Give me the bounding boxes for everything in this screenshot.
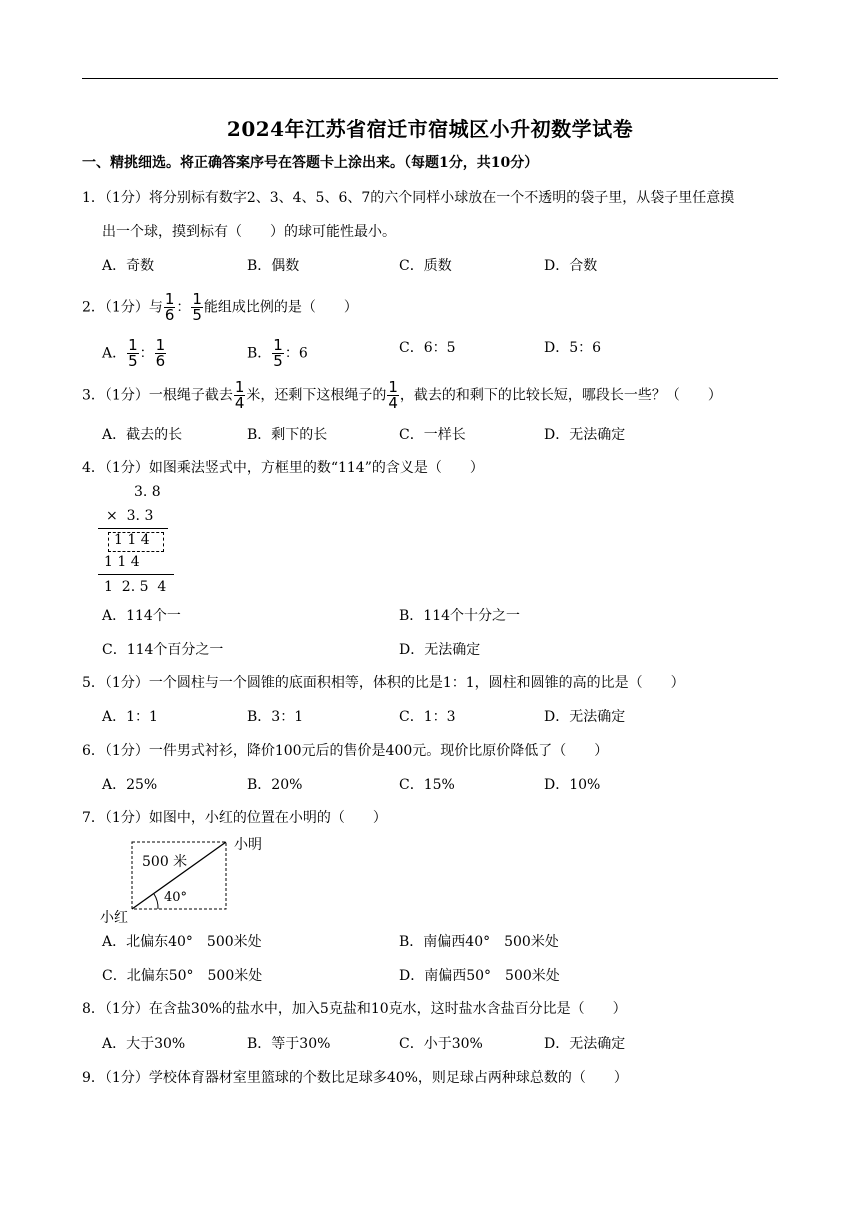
q2-suffix: 能组成比例的是（ ） xyxy=(203,299,358,316)
q1-option-b[interactable]: B．偶数 xyxy=(247,258,300,274)
calc-product: 1 2. 5 4 xyxy=(104,579,167,595)
q6-option-b[interactable]: B．20% xyxy=(247,777,303,793)
q2-fraction-2: $\frac{1}{5}$ xyxy=(192,290,202,324)
page-title: 2024年江苏省宿迁市宿城区小升初数学试卷 xyxy=(226,117,634,141)
q2-option-d[interactable]: D．5：6 xyxy=(544,340,602,356)
q4-option-b[interactable]: B．114个十分之一 xyxy=(399,608,521,624)
q6-option-d[interactable]: D．10% xyxy=(544,777,601,793)
angle-arc xyxy=(154,894,158,909)
q1-text-line1: 1．（1分）将分别标有数字2、3、4、5、6、7的六个同样小球放在一个不透明的袋子里，从袋子里任意摸 xyxy=(82,190,735,206)
calc-partial-2: 1 1 4 xyxy=(104,554,140,570)
q2-option-a-fraction-2: $\frac{1}{6}$ xyxy=(155,336,166,370)
q3-option-b[interactable]: B．剩下的长 xyxy=(247,427,328,443)
q1-option-a[interactable]: A．奇数 xyxy=(102,258,155,274)
q5-option-a[interactable]: A．1：1 xyxy=(102,709,158,725)
q2-text xyxy=(82,292,358,323)
section-heading: 一、精挑细选。将正确答案序号在答题卡上涂出来。（每题1分，共10分） xyxy=(82,155,539,171)
q4-option-a[interactable]: A．114个一 xyxy=(102,608,181,624)
q6-option-c[interactable]: C．15% xyxy=(399,777,455,793)
q2-option-a[interactable]: A． $\frac{1}{5}$ ： $\frac{1}{6}$ xyxy=(102,336,166,370)
calc-multiplicand: 3. 8 xyxy=(134,484,161,500)
calc-multiplier: × 3. 3 xyxy=(106,508,154,524)
q3-fraction-1: $\frac{1}{4}$ xyxy=(234,378,245,412)
calc-partial-1: 1 1 4 xyxy=(114,532,150,548)
q6-text: 6．（1分）一件男式衬衫，降价100元后的售价是400元。现价比原价降低了（ ） xyxy=(82,743,609,759)
xiaoming-label: 小明 xyxy=(234,837,262,853)
q1-option-c[interactable]: C．质数 xyxy=(399,258,452,274)
q8-option-a[interactable]: A．大于30% xyxy=(102,1036,186,1052)
q5-option-b[interactable]: B．3：1 xyxy=(247,709,304,725)
angle-label: 40° xyxy=(164,890,188,905)
q8-option-c[interactable]: C．小于30% xyxy=(399,1036,483,1052)
q7-option-a[interactable]: A．北偏东40° 500米处 xyxy=(102,934,262,950)
multiplication-figure xyxy=(98,482,178,600)
q4-option-c[interactable]: C．114个百分之一 xyxy=(102,642,224,658)
distance-label: 500 米 xyxy=(142,854,188,870)
q7-option-b[interactable]: B．南偏西40° 500米处 xyxy=(399,934,559,950)
q2-option-c[interactable]: C．6：5 xyxy=(399,340,456,356)
q3-option-c[interactable]: C．一样长 xyxy=(399,427,466,443)
q3-text: 3．（1分）一根绳子截去 $\frac{1}{4}$ 米，还剩下这根绳子的 $\frac{1}{4}$ ，截去的和剩下的比较长短，哪段长一些？（ ） xyxy=(82,378,722,412)
q4-option-d[interactable]: D．无法确定 xyxy=(399,642,481,658)
xiaohong-label: 小红 xyxy=(100,910,128,926)
q5-option-c[interactable]: C．1：3 xyxy=(399,709,456,725)
calc-rule-1 xyxy=(98,528,168,529)
q1-text-line2: 出一个球，摸到标有（ ）的球可能性最小。 xyxy=(102,224,396,240)
q8-text: 8．（1分）在含盐30%的盐水中，加入5克盐和10克水，这时盐水含盐百分比是（ ） xyxy=(82,1001,627,1017)
q7-option-c[interactable]: C．北偏东50° 500米处 xyxy=(102,968,263,984)
q6-option-a[interactable]: A．25% xyxy=(102,777,158,793)
q2-option-b-fraction: $\frac{1}{5}$ xyxy=(273,336,283,370)
q5-option-d[interactable]: D．无法确定 xyxy=(544,709,626,725)
header-rule xyxy=(82,78,778,79)
q4-text: 4．（1分）如图乘法竖式中，方框里的数“114”的含义是（ ） xyxy=(82,460,484,476)
q2-ratio-sep: ： xyxy=(176,299,191,316)
q8-option-d[interactable]: D．无法确定 xyxy=(544,1036,626,1052)
q3-fraction-2: $\frac{1}{4}$ xyxy=(388,378,398,412)
q1-option-d[interactable]: D．合数 xyxy=(544,258,598,274)
q2-option-b[interactable]: B． $\frac{1}{5}$ ：6 xyxy=(247,336,308,370)
direction-figure xyxy=(96,830,286,930)
q5-text: 5．（1分）一个圆柱与一个圆锥的底面积相等，体积的比是1：1，圆柱和圆锥的高的比是（ ） xyxy=(82,675,685,691)
q2-fraction-1: $\frac{1}{6}$ xyxy=(164,290,175,324)
calc-rule-2 xyxy=(98,574,174,575)
q3-option-d[interactable]: D．无法确定 xyxy=(544,427,626,443)
q8-option-b[interactable]: B．等于30% xyxy=(247,1036,331,1052)
q9-text: 9．（1分）学校体育器材室里篮球的个数比足球多40%，则足球占两种球总数的（ ） xyxy=(82,1070,628,1086)
q2-prefix: 2．（1分）与 xyxy=(82,299,163,316)
q7-text: 7．（1分）如图中，小红的位置在小明的（ ） xyxy=(82,810,387,826)
q7-option-d[interactable]: D．南偏西50° 500米处 xyxy=(399,968,560,984)
q2-option-a-fraction-1: $\frac{1}{5}$ xyxy=(128,336,138,370)
q3-option-a[interactable]: A．截去的长 xyxy=(102,427,183,443)
